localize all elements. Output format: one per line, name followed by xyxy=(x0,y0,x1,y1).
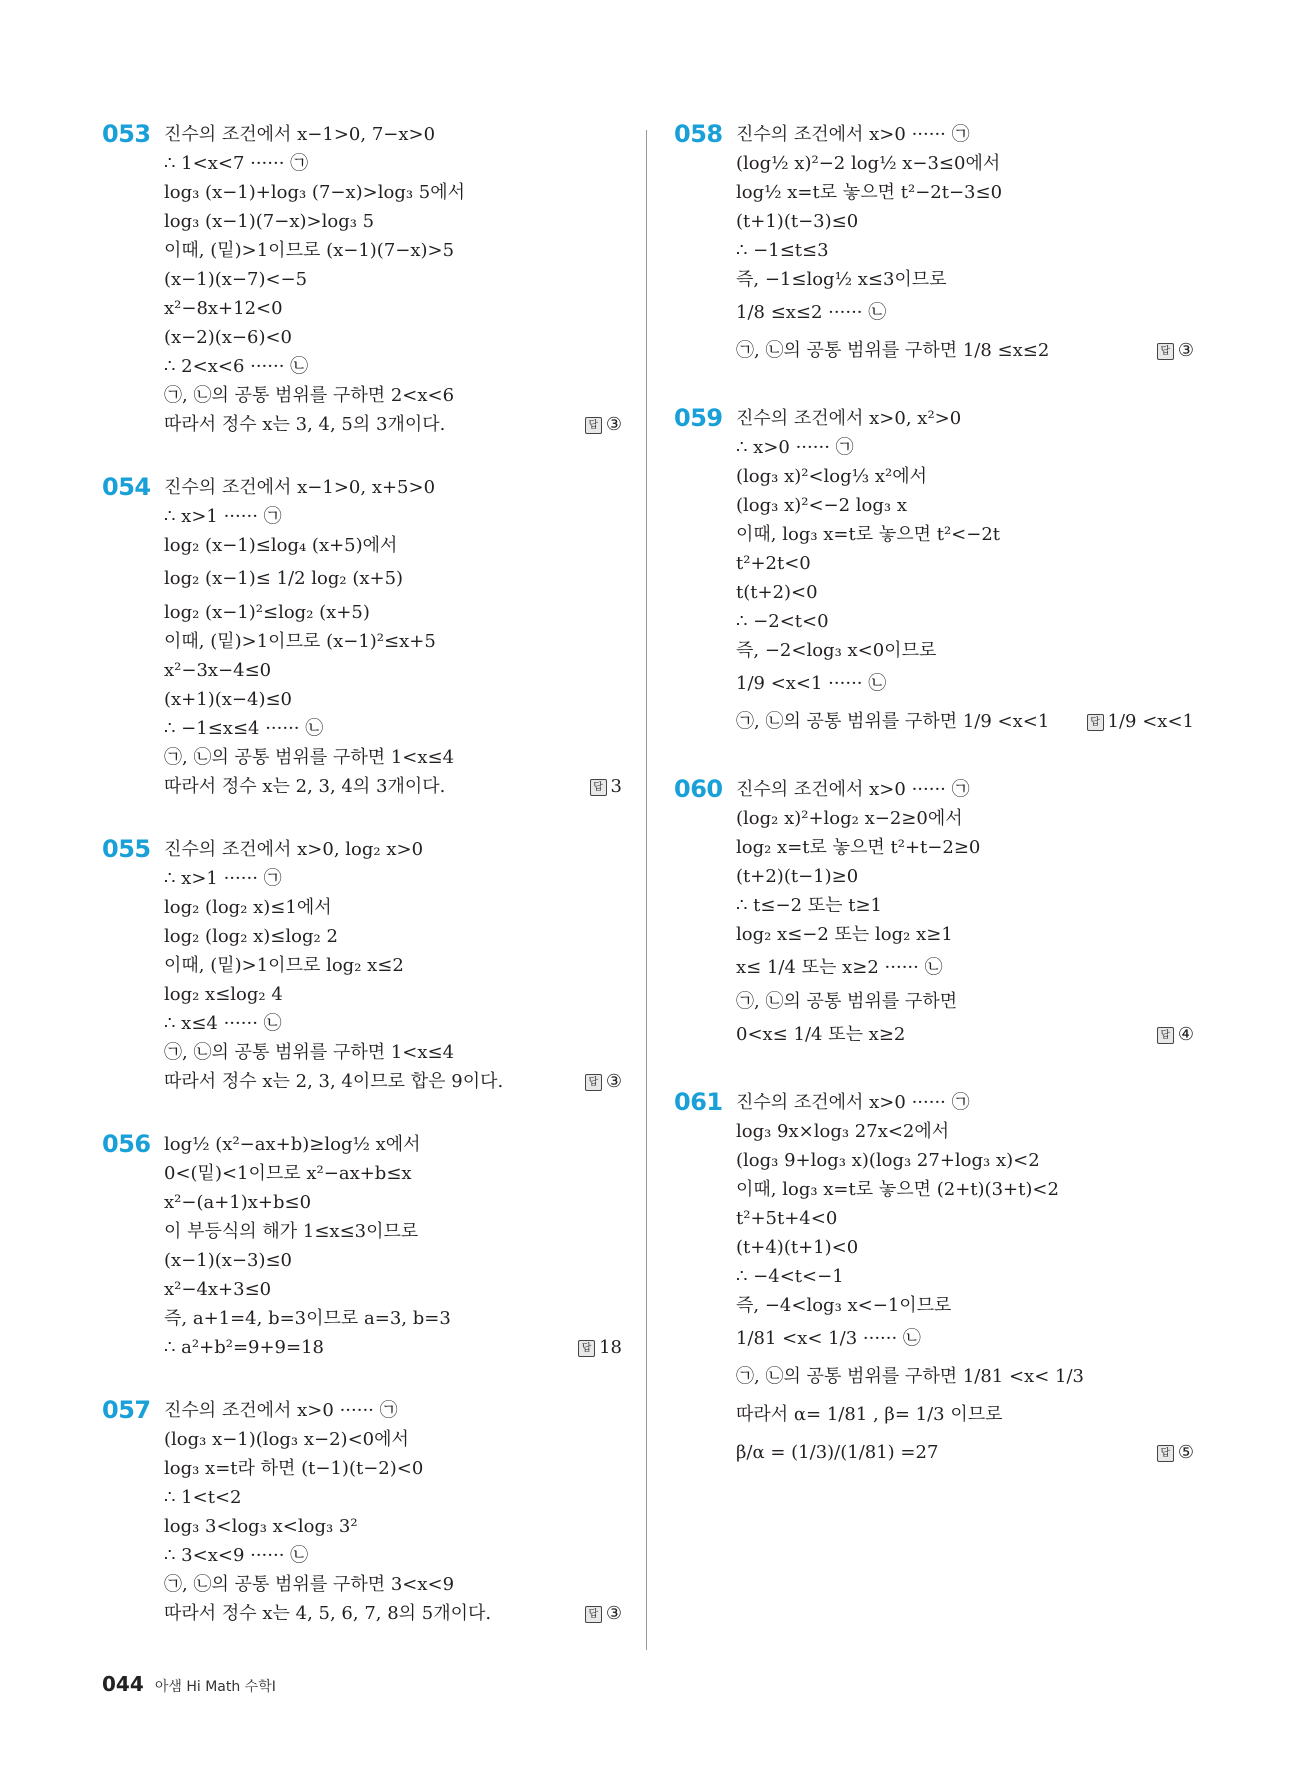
solution-line xyxy=(736,636,1194,665)
answer-value: ③ xyxy=(605,1603,622,1624)
solution-text: ∴ −1≤x≤4 ······ ㉡ xyxy=(164,718,324,739)
solution-text: ∴ 3<x<9 ······ ㉡ xyxy=(164,1545,309,1566)
solution-line xyxy=(164,922,622,951)
solution-text: 따라서 정수 x는 2, 3, 4이므로 합은 9이다. xyxy=(164,1071,504,1092)
solution-line xyxy=(736,520,1194,549)
solution-text: log½ (x²−ax+b)≥log½ x에서 xyxy=(164,1134,421,1155)
solution-line xyxy=(164,473,622,502)
solution-line xyxy=(164,1599,622,1628)
solution-text: log₂ x=t로 놓으면 t²+t−2≥0 xyxy=(736,837,981,858)
answer-value: 18 xyxy=(599,1337,622,1358)
solution-text: 0<x≤ 1/4 또는 x≥2 xyxy=(736,1024,906,1045)
solution-line xyxy=(164,323,622,352)
solution-text: ㉠, ㉡의 공통 범위를 구하면 1/8 ≤x≤2 xyxy=(736,340,1050,361)
solution-line xyxy=(164,352,622,381)
solution-line xyxy=(164,178,622,207)
solution-line xyxy=(164,1304,622,1333)
solution-text: x²−3x−4≤0 xyxy=(164,660,272,681)
solution-text: log₃ (x−1)+log₃ (7−x)>log₃ 5에서 xyxy=(164,182,466,203)
solution-line xyxy=(736,607,1194,636)
solution-line xyxy=(736,1204,1194,1233)
problem-number: 061 xyxy=(674,1088,723,1116)
answer-value: ③ xyxy=(605,414,622,435)
solution-text: (log₂ x)²+log₂ x−2≥0에서 xyxy=(736,808,963,829)
solution-line xyxy=(164,1483,622,1512)
solution-line xyxy=(736,178,1194,207)
solution-text: x²−(a+1)x+b≤0 xyxy=(164,1192,312,1213)
answer xyxy=(1087,703,1194,741)
solution-text: ㉠, ㉡의 공통 범위를 구하면 xyxy=(736,991,958,1012)
answer-mark-icon: 답 xyxy=(590,779,607,796)
answer-mark-icon: 답 xyxy=(585,417,602,434)
answer xyxy=(585,1067,622,1096)
solution-text: (x−1)(x−3)≤0 xyxy=(164,1250,292,1271)
answer-mark-icon: 답 xyxy=(1157,1027,1174,1044)
answer xyxy=(1157,1434,1194,1472)
solution-text: ∴ x≤4 ······ ㉡ xyxy=(164,1013,282,1034)
solution-text: ㉠, ㉡의 공통 범위를 구하면 1<x≤4 xyxy=(164,747,455,768)
solution-text: ∴ x>1 ······ ㉠ xyxy=(164,506,282,527)
solution-line xyxy=(736,1233,1194,1262)
solution-text: ∴ a²+b²=9+9=18 xyxy=(164,1337,324,1358)
problem-058 xyxy=(674,120,1194,370)
solution-text: 1/9 <x<1 ······ ㉡ xyxy=(736,673,887,694)
solution-text: (x−1)(x−7)<−5 xyxy=(164,269,308,290)
answer-mark-icon: 답 xyxy=(1087,714,1104,731)
solution-text: (t+1)(t−3)≤0 xyxy=(736,211,859,232)
solution-text: (log₃ x)²<log⅓ x²에서 xyxy=(736,466,927,487)
solution-text: 0<(밑)<1이므로 x²−ax+b≤x xyxy=(164,1163,412,1184)
column-divider xyxy=(646,130,647,1650)
answer xyxy=(578,1333,622,1362)
solution-text: ㉠, ㉡의 공통 범위를 구하면 1/9 <x<1 xyxy=(736,711,1050,732)
solution-text: 이때, (밑)>1이므로 (x−1)²≤x+5 xyxy=(164,631,436,652)
solution-line xyxy=(736,549,1194,578)
solution-text: (log½ x)²−2 log½ x−3≤0에서 xyxy=(736,153,1001,174)
solution-text: 이때, (밑)>1이므로 log₂ x≤2 xyxy=(164,955,404,976)
problem-number: 056 xyxy=(102,1130,151,1158)
answer xyxy=(585,410,622,439)
solution-text: ㉠, ㉡의 공통 범위를 구하면 3<x<9 xyxy=(164,1574,455,1595)
solution-line xyxy=(736,491,1194,520)
solution-line xyxy=(164,1512,622,1541)
solution-line xyxy=(736,987,1194,1016)
solution-text: (log₃ x)²<−2 log₃ x xyxy=(736,495,908,516)
solution-line xyxy=(736,833,1194,862)
answer-mark-icon: 답 xyxy=(1157,343,1174,360)
solution-text: 따라서 정수 x는 4, 5, 6, 7, 8의 5개이다. xyxy=(164,1603,492,1624)
answer-value: 3 xyxy=(610,776,622,797)
answer-value: ④ xyxy=(1177,1024,1194,1045)
solution-text: 진수의 조건에서 x>0 ······ ㉠ xyxy=(164,1400,398,1421)
solution-text: x²−4x+3≤0 xyxy=(164,1279,272,1300)
solution-line xyxy=(164,120,622,149)
solution-text: ㉠, ㉡의 공통 범위를 구하면 1/81 <x< 1/3 xyxy=(736,1366,1084,1387)
solution-text: ㉠, ㉡의 공통 범위를 구하면 2<x<6 xyxy=(164,385,455,406)
problem-number: 057 xyxy=(102,1396,151,1424)
solution-line xyxy=(164,835,622,864)
solution-text: 진수의 조건에서 x>0 ······ ㉠ xyxy=(736,1092,970,1113)
solution-line xyxy=(736,804,1194,833)
problem-057 xyxy=(102,1396,622,1628)
answer xyxy=(1157,1016,1194,1054)
answer-value: ③ xyxy=(605,1071,622,1092)
solution-line xyxy=(736,149,1194,178)
solution-line xyxy=(736,920,1194,949)
solution-line xyxy=(164,1275,622,1304)
solution-text: ∴ x>0 ······ ㉠ xyxy=(736,437,854,458)
solution-line xyxy=(164,685,622,714)
problem-056 xyxy=(102,1130,622,1362)
solution-text: (log₃ 9+log₃ x)(log₃ 27+log₃ x)<2 xyxy=(736,1150,1040,1171)
solution-text: log₂ x≤log₂ 4 xyxy=(164,984,283,1005)
problem-059 xyxy=(674,404,1194,741)
solution-text: 즉, a+1=4, b=3이므로 a=3, b=3 xyxy=(164,1308,451,1329)
solution-line xyxy=(164,772,622,801)
solution-line xyxy=(736,665,1194,703)
solution-line xyxy=(164,381,622,410)
problem-number: 060 xyxy=(674,775,723,803)
solution-text: 1/8 ≤x≤2 ······ ㉡ xyxy=(736,302,887,323)
solution-line xyxy=(164,598,622,627)
solution-line xyxy=(164,1454,622,1483)
problem-number: 058 xyxy=(674,120,723,148)
solution-line xyxy=(164,1038,622,1067)
solution-line xyxy=(164,1333,622,1362)
solution-text: (t+4)(t+1)<0 xyxy=(736,1237,859,1258)
solution-text: 진수의 조건에서 x>0 ······ ㉠ xyxy=(736,124,970,145)
solution-text: 진수의 조건에서 x>0 ······ ㉠ xyxy=(736,779,970,800)
answer xyxy=(1157,332,1194,370)
solution-line xyxy=(164,502,622,531)
solution-text: t²+2t<0 xyxy=(736,553,811,574)
solution-line xyxy=(736,1117,1194,1146)
solution-line xyxy=(164,560,622,598)
solution-text: ㉠, ㉡의 공통 범위를 구하면 1<x≤4 xyxy=(164,1042,455,1063)
solution-line xyxy=(164,951,622,980)
solution-text: log₂ (log₂ x)≤1에서 xyxy=(164,897,332,918)
solution-line xyxy=(164,1159,622,1188)
solution-line xyxy=(164,656,622,685)
solution-text: ∴ −2<t<0 xyxy=(736,611,829,632)
solution-line xyxy=(164,149,622,178)
page-number: 044 xyxy=(102,1672,144,1696)
answer-mark-icon: 답 xyxy=(585,1074,602,1091)
solution-line xyxy=(164,1425,622,1454)
solution-text: x≤ 1/4 또는 x≥2 ······ ㉡ xyxy=(736,957,943,978)
solution-text: 즉, −4<log₃ x<−1이므로 xyxy=(736,1295,952,1316)
solution-line xyxy=(164,714,622,743)
solution-text: (x−2)(x−6)<0 xyxy=(164,327,292,348)
solution-text: log₂ (log₂ x)≤log₂ 2 xyxy=(164,926,338,947)
solution-line xyxy=(736,1088,1194,1117)
solution-line xyxy=(164,531,622,560)
solution-text: ∴ x>1 ······ ㉠ xyxy=(164,868,282,889)
solution-line xyxy=(164,893,622,922)
solution-text: 진수의 조건에서 x−1>0, 7−x>0 xyxy=(164,124,436,145)
answer-value: ③ xyxy=(1177,340,1194,361)
solution-line xyxy=(164,980,622,1009)
solution-line xyxy=(736,207,1194,236)
solution-text: ∴ −4<t<−1 xyxy=(736,1266,844,1287)
solution-line xyxy=(164,294,622,323)
problem-055 xyxy=(102,835,622,1096)
solution-text: 즉, −2<log₃ x<0이므로 xyxy=(736,640,937,661)
problem-number: 059 xyxy=(674,404,723,432)
right-column xyxy=(674,120,1194,1472)
solution-text: 이 부등식의 해가 1≤x≤3이므로 xyxy=(164,1221,419,1242)
solution-text: log₂ (x−1)≤log₄ (x+5)에서 xyxy=(164,535,398,556)
solution-text: 이때, (밑)>1이므로 (x−1)(7−x)>5 xyxy=(164,240,455,261)
solution-text: 이때, log₃ x=t로 놓으면 t²<−2t xyxy=(736,524,1001,545)
solution-line xyxy=(736,404,1194,433)
solution-line xyxy=(164,1396,622,1425)
problem-060 xyxy=(674,775,1194,1054)
solution-text: ∴ 1<x<7 ······ ㉠ xyxy=(164,153,309,174)
solution-text: ∴ −1≤t≤3 xyxy=(736,240,829,261)
solution-line xyxy=(736,294,1194,332)
solution-text: 진수의 조건에서 x>0, x²>0 xyxy=(736,408,962,429)
solution-line xyxy=(164,1570,622,1599)
answer-mark-icon: 답 xyxy=(578,1340,595,1357)
solution-text: 진수의 조건에서 x>0, log₂ x>0 xyxy=(164,839,424,860)
answer xyxy=(585,1599,622,1628)
solution-text: log₃ 9x×log₃ 27x<2에서 xyxy=(736,1121,950,1142)
solution-line xyxy=(736,775,1194,804)
solution-line xyxy=(736,1016,1194,1054)
solution-text: (t+2)(t−1)≥0 xyxy=(736,866,859,887)
solution-line xyxy=(736,891,1194,920)
solution-line xyxy=(736,578,1194,607)
solution-line xyxy=(164,1130,622,1159)
solution-line xyxy=(736,1396,1194,1434)
answer-value: 1/9 <x<1 xyxy=(1107,711,1194,732)
solution-line xyxy=(164,1217,622,1246)
solution-line xyxy=(164,627,622,656)
solution-text: 따라서 정수 x는 2, 3, 4의 3개이다. xyxy=(164,776,446,797)
solution-text: 진수의 조건에서 x−1>0, x+5>0 xyxy=(164,477,436,498)
solution-line xyxy=(736,1175,1194,1204)
solution-text: (x+1)(x−4)≤0 xyxy=(164,689,292,710)
solution-line xyxy=(736,433,1194,462)
answer xyxy=(590,772,622,801)
solution-text: 1/81 <x< 1/3 ······ ㉡ xyxy=(736,1328,921,1349)
solution-line xyxy=(164,1188,622,1217)
solution-line xyxy=(736,1262,1194,1291)
solution-line xyxy=(736,1146,1194,1175)
solution-line xyxy=(164,1009,622,1038)
solution-line xyxy=(164,236,622,265)
solution-text: log₃ 3<log₃ x<log₃ 3² xyxy=(164,1516,358,1537)
solution-line xyxy=(736,120,1194,149)
solution-text: t(t+2)<0 xyxy=(736,582,818,603)
answer-mark-icon: 답 xyxy=(1157,1445,1174,1462)
solution-text: (log₃ x−1)(log₃ x−2)<0에서 xyxy=(164,1429,409,1450)
solution-text: β/α = (1/3)/(1/81) =27 xyxy=(736,1442,939,1463)
solution-text: t²+5t+4<0 xyxy=(736,1208,838,1229)
problem-number: 053 xyxy=(102,120,151,148)
solution-line xyxy=(164,207,622,236)
problem-054 xyxy=(102,473,622,801)
solution-line xyxy=(736,703,1194,741)
solution-text: log₃ (x−1)(7−x)>log₃ 5 xyxy=(164,211,375,232)
solution-text: log½ x=t로 놓으면 t²−2t−3≤0 xyxy=(736,182,1003,203)
solution-line xyxy=(736,1434,1194,1472)
page-footer xyxy=(102,1672,276,1696)
solution-line xyxy=(736,265,1194,294)
solution-text: log₃ x=t라 하면 (t−1)(t−2)<0 xyxy=(164,1458,424,1479)
book-title: 아샘 Hi Math 수학Ⅰ xyxy=(154,1679,276,1695)
solution-text: ∴ 2<x<6 ······ ㉡ xyxy=(164,356,309,377)
left-column xyxy=(102,120,622,1628)
solution-text: 이때, log₃ x=t로 놓으면 (2+t)(3+t)<2 xyxy=(736,1179,1059,1200)
solution-line xyxy=(164,864,622,893)
solution-text: ∴ t≤−2 또는 t≥1 xyxy=(736,895,883,916)
solution-line xyxy=(164,1067,622,1096)
problem-061 xyxy=(674,1088,1194,1472)
solution-line xyxy=(736,332,1194,370)
solution-line xyxy=(164,410,622,439)
solution-text: ∴ 1<t<2 xyxy=(164,1487,242,1508)
solution-line xyxy=(736,462,1194,491)
solution-line xyxy=(164,265,622,294)
answer-mark-icon: 답 xyxy=(585,1606,602,1623)
solution-text: 따라서 정수 x는 3, 4, 5의 3개이다. xyxy=(164,414,446,435)
solution-line xyxy=(736,862,1194,891)
solution-text: log₂ (x−1)²≤log₂ (x+5) xyxy=(164,602,370,623)
solution-text: 따라서 α= 1/81 , β= 1/3 이므로 xyxy=(736,1404,1003,1425)
solution-text: x²−8x+12<0 xyxy=(164,298,283,319)
problem-053 xyxy=(102,120,622,439)
solution-text: 즉, −1≤log½ x≤3이므로 xyxy=(736,269,947,290)
solution-line xyxy=(736,949,1194,987)
solution-line xyxy=(736,1320,1194,1358)
solution-line xyxy=(164,1541,622,1570)
solution-text: log₂ (x−1)≤ 1/2 log₂ (x+5) xyxy=(164,568,404,589)
solution-line xyxy=(736,1291,1194,1320)
solution-line xyxy=(164,743,622,772)
answer-value: ⑤ xyxy=(1177,1442,1194,1463)
solution-line xyxy=(164,1246,622,1275)
problem-number: 055 xyxy=(102,835,151,863)
solution-line xyxy=(736,1358,1194,1396)
solution-text: log₂ x≤−2 또는 log₂ x≥1 xyxy=(736,924,953,945)
solution-line xyxy=(736,236,1194,265)
problem-number: 054 xyxy=(102,473,151,501)
